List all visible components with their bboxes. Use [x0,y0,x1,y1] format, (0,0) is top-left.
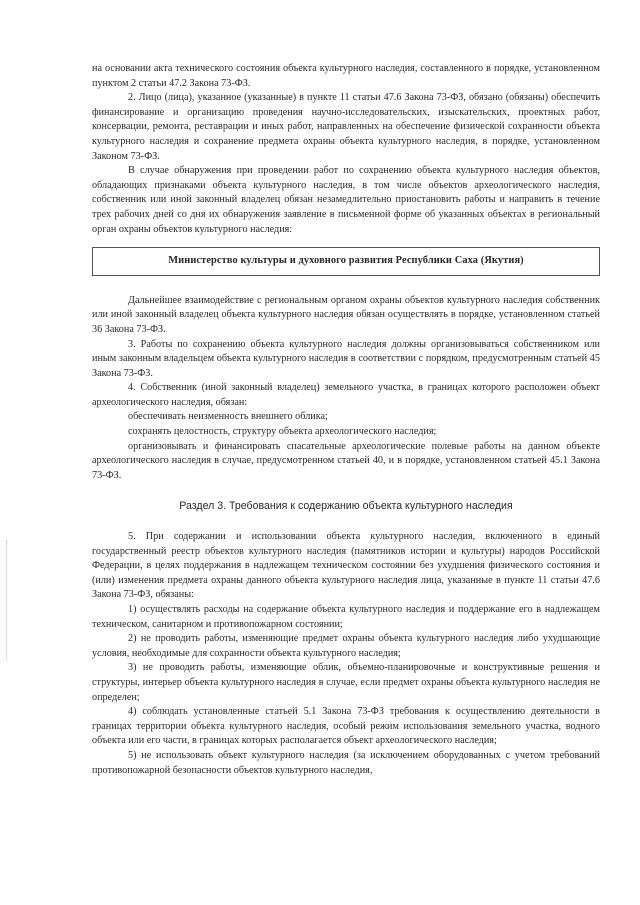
paragraph-item-4: 4. Собственник (иной законный владелец) земельного участка, в границах которого расположен объект археологического наследия, обязан: [92,382,600,408]
paragraph-item-5-3: 3) не проводить работы, изменяющие облик, объемно-планировочные и конструктивные решения и структуры, интерьер объекта культурного наследия в случае, если предмет охраны объекта культурного наследия не определен; [92,662,600,703]
paragraph-item-4-b: сохранять целостность, структуру объекта археологического наследия; [128,426,437,438]
paragraph-discovery: В случае обнаружения при проведении работ по сохранению объекта культурного наследия объектов, обладающих признаками объекта культурного наследия, в том числе объектов археологического наследия, собственник или иной законный владелец обязан незамедлительно приостановить работы и направить в течение трех рабочих дней со дня их обнаружения заявление в письменной форме об указанных объектах в региональный орган охраны объектов культурного наследия: [92,165,600,235]
paragraph-item-4-a: обеспечивать неизменность внешнего облика; [128,411,328,423]
paragraph-item-3: 3. Работы по сохранению объекта культурного наследия должны организовываться собственником или иным законным владельцем объекта культурного наследия в соответствии с порядком, предусмотренным статьей 45 Закона 73-ФЗ. [92,338,600,379]
paragraph-item-5-2: 2) не проводить работы, изменяющие предмет охраны объекта культурного наследия либо ухудшающие условия, необходимые для сохранности объекта культурного наследия; [92,633,600,659]
paragraph-item-5-1: 1) осуществлять расходы на содержание объекта культурного наследия и поддержание его в надлежащем техническом, санитарном и противопожарном состоянии; [92,604,600,630]
paragraph-item-5-5: 5) не использовать объект культурного наследия (за исключением оборудованных с учетом требований противопожарной безопасности объектов культурного наследия, [92,749,600,776]
document-page [92,62,600,778]
paragraph-interaction: Дальнейшее взаимодействие с региональным органом охраны объектов культурного наследия собственник или иной законный владелец объекта культурного наследия обязан осуществлять в порядке, установленном статьей 36 Закона 73-ФЗ. [92,294,600,335]
section-heading: Раздел 3. Требования к содержанию объекта культурного наследия [179,500,513,513]
paragraph-item-2: 2. Лицо (лица), указанное (указанные) в пункте 11 статьи 47.6 Закона 73-ФЗ, обязано (обязаны) обеспечить финансирование и организацию проведения научно-исследовательских, изыскательских, проектных работ, консервации, ремонта, реставрации и иных работ, направленных на обеспечение физической сохранности объекта культурного наследия и сохранение предмета охраны объекта культурного наследия, в порядке, установленном Законом 73-ФЗ. [92,92,600,162]
boxed-authority-title: Министерство культуры и духовного развития Республики Саха (Якутия) [92,247,600,276]
paragraph-item-5: 5. При содержании и использовании объекта культурного наследия, включенного в единый государственный реестр объектов культурного наследия (памятников истории и культуры) народов Российской Федерации, в целях поддержания в надлежащем техническом состоянии без ухудшения физического состояния и (или) изменения предмета охраны данного объекта культурного наследия лица, указанные в пункте 11 статьи 47.6 Закона 73-ФЗ, обязаны: [92,531,600,601]
paragraph-continuation: на основании акта технического состояния объекта культурного наследия, составленного в порядке, установленном пунктом 2 статьи 47.2 Закона 73-ФЗ. [92,63,600,89]
paragraph-item-5-4: 4) соблюдать установленные статьей 5.1 Закона 73-ФЗ требования к осуществлению деятельности в границах территории объекта культурного наследия, особый режим использования земельного участка, водного объекта или его части, в границах которых располагается объект археологического наследия; [92,706,600,747]
scan-margin-artifact [6,540,9,660]
paragraph-item-4-c: организовывать и финансировать спасательные археологические полевые работы на данном объекте археологического наследия в случае, предусмотренном статьей 40, и в порядке, установленном статьей 45.1 Закона 73-ФЗ. [92,440,600,481]
